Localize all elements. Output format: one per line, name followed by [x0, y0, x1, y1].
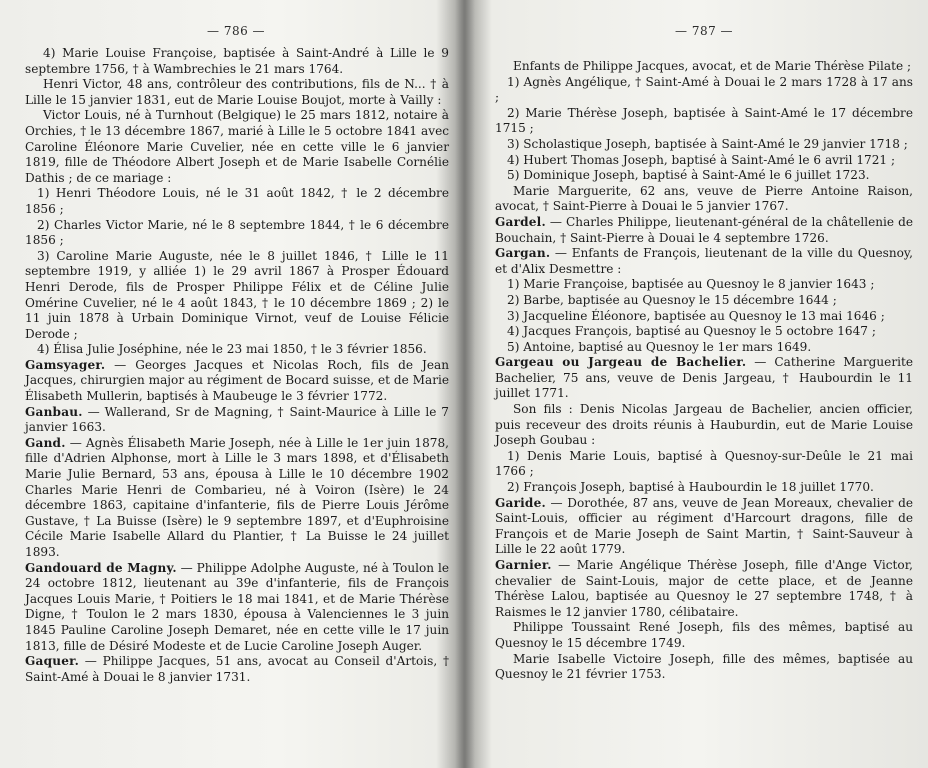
entry: [495, 246, 913, 277]
paragraph: Son fils : Denis Nicolas Jargeau de Bachelier, ancien officier, puis receveur des droits réunis à Hauburdin, eut de Marie Louise Joseph Goubau :: [495, 402, 913, 448]
paragraph: Philippe Toussaint René Joseph, fils des mêmes, baptisé au Quesnoy le 15 décembre 1749.: [495, 620, 913, 650]
entry-text: — Catherine Marguerite Bachelier, 75 ans, veuve de Denis Jargeau, † Haubourdin le 11 juillet 1771.: [495, 355, 913, 401]
paragraph: Marie Isabelle Victoire Joseph, fille des mêmes, baptisée au Quesnoy le 21 février 1753.: [495, 651, 913, 682]
right-page: [465, 0, 928, 768]
entry: [25, 561, 449, 655]
list-item: 4) Jacques François, baptisé au Quesnoy le 5 octobre 1647 ;: [507, 324, 876, 339]
list-item: 1) Denis Marie Louis, baptisé à Quesnoy-sur-Deûle le 21 mai 1766 ;: [495, 448, 913, 479]
list-item: 3) Scholastique Joseph, baptisée à Saint-Amé le 29 janvier 1718 ;: [507, 136, 908, 151]
list-item: 2) Marie Thérèse Joseph, baptisée à Saint-Amé le 17 décembre 1715 ;: [495, 105, 913, 136]
list-item: 1) Agnès Angélique, † Saint-Amé à Douai le 2 mars 1728 à 17 ans ;: [495, 74, 913, 105]
page-number: — 786 —: [207, 24, 266, 38]
entry-name: Gand.: [25, 435, 66, 450]
entry: [495, 215, 913, 246]
page-number: — 787 —: [675, 24, 734, 38]
entry-text: — Wallerand, Sr de Magning, † Saint-Maurice à Lille le 7 janvier 1663.: [25, 404, 449, 435]
page-body: [495, 59, 913, 683]
paragraph: 4) Marie Louise Françoise, baptisée à Saint-André à Lille le 9 septembre 1756, † à Wambrechies le 21 mars 1764.: [25, 46, 449, 76]
entry-name: Gardel.: [495, 214, 546, 229]
entry: [495, 355, 913, 402]
list-item: 5) Antoine, baptisé au Quesnoy le 1er mars 1649.: [507, 339, 812, 354]
entry-text: — Philippe Adolphe Auguste, né à Toulon le 24 octobre 1812, lieutenant au 39e d'infanterie, fils de François Jacques Louis Marie, † Poitiers le 18 mai 1841, et de Marie Thérèse Digne, † Toulon le 2 mars 1830, épousa à Valenciennes le 3 juin 1845 Pauline Caroline Joseph Demaret, née en cette ville le 17 juin 1813, fille de Désiré Modeste et de Lucie Caroline Joseph Auger.: [25, 560, 449, 653]
entry-name: Garide.: [495, 495, 546, 510]
paragraph: Enfants de Philippe Jacques, avocat, et de Marie Thérèse Pilate ;: [513, 59, 912, 73]
entry: [25, 436, 449, 561]
entry-text: — Charles Philippe, lieutenant-général de la châtellenie de Bouchain, † Saint-Pierre à Douai le 4 septembre 1726.: [495, 214, 913, 245]
entry: [25, 654, 449, 685]
entry-text: — Agnès Élisabeth Marie Joseph, née à Lille le 1er juin 1878, fille d'Adrien Alphonse, mort à Lille le 3 mars 1898, et d'Élisabeth Marie Julie Bernard, 53 ans, épousa à Lille le 10 décembre 1902 Charles Marie Henri de Combarieu, né à Voiron (Isère) le 24 décembre 1863, capitaine d'infanterie, fils de Pierre Louis Jérôme Gustave, † La Buisse (Isère) le 9 septembre 1897, et d'Euphroisine Cécile Marie Isabelle Allard du Plantier, † La Buisse le 24 juillet 1893.: [25, 435, 449, 559]
entry-name: Gandouard de Magny.: [25, 560, 177, 575]
list-item: 5) Dominique Joseph, baptisé à Saint-Amé le 6 juillet 1723.: [507, 168, 870, 183]
list-item: 4) Élisa Julie Joséphine, née le 23 mai 1850, † le 3 février 1856.: [37, 342, 427, 357]
paragraph: Marie Marguerite, 62 ans, veuve de Pierre Antoine Raison, avocat, † Saint-Pierre à Douai le 5 janvier 1767.: [495, 183, 913, 214]
entry-text: — Enfants de François, lieutenant de la ville du Quesnoy, et d'Alix Desmettre :: [495, 246, 913, 276]
entry-name: Gaquer.: [25, 654, 79, 669]
list-item: 2) François Joseph, baptisé à Haubourdin le 18 juillet 1770.: [507, 480, 874, 495]
entry-name: Gargan.: [495, 246, 551, 261]
entry: [25, 358, 449, 405]
list-item: 1) Henri Théodore Louis, né le 31 août 1842, † le 2 décembre 1856 ;: [25, 186, 449, 216]
paragraph: Henri Victor, 48 ans, contrôleur des contributions, fils de N... † à Lille le 15 janvier 1831, eut de Marie Louise Boujot, morte à Vailly :: [25, 77, 449, 107]
entry-name: Gamsyager.: [25, 357, 106, 372]
entry: [495, 496, 913, 558]
list-item: 2) Charles Victor Marie, né le 8 septembre 1844, † le 6 décembre 1856 ;: [25, 217, 449, 248]
list-item: 3) Jacqueline Éléonore, baptisée au Quesnoy le 13 mai 1646 ;: [507, 308, 885, 323]
entry-name: Gargeau ou Jargeau de Bachelier.: [495, 355, 747, 370]
entry-text: — Marie Angélique Thérèse Joseph, fille d'Ange Victor, chevalier de Saint-Louis, major de cette place, et de Jeanne Thérèse Lalou, baptisée au Quesnoy le 27 septembre 1748, † à Raismes le 12 janvier 1780, célibataire.: [495, 558, 913, 619]
list-item: 2) Barbe, baptisée au Quesnoy le 15 décembre 1644 ;: [507, 292, 837, 307]
entry: [25, 405, 449, 436]
page-body: [25, 46, 449, 685]
entry-text: — Georges Jacques et Nicolas Roch, fils de Jean Jacques, chirurgien major au régiment de Bocard suisse, et de Marie Élisabeth Mullerin, baptisés à Maubeuge le 3 février 1772.: [25, 357, 449, 404]
entry-name: Garnier.: [495, 558, 552, 572]
list-item: 3) Caroline Marie Auguste, née le 8 juillet 1846, † Lille le 11 septembre 1919, y alliée 1) le 29 avril 1867 à Prosper Édouard Henri Derode, fils de Prosper Philippe Félix et de Céline Julie Omérine Cuvelier, né le 4 août 1843, † le 10 décembre 1869 ; 2) le 11 juin 1878 à Urbain Dominique Virnot, veuf de Louise Félicie Derode ;: [25, 248, 449, 341]
entry-text: — Dorothée, 87 ans, veuve de Jean Moreaux, chevalier de Saint-Louis, officier au régiment d'Harcourt dragons, fille de François et de Marie Joseph de Saint Martin, † Saint-Sauveur à Lille le 22 août 1779.: [495, 495, 913, 557]
entry-text: — Philippe Jacques, 51 ans, avocat au Conseil d'Artois, † Saint-Amé à Douai le 8 janvier 1731.: [25, 654, 449, 684]
entry-name: Ganbau.: [25, 404, 83, 419]
paragraph: Victor Louis, né à Turnhout (Belgique) le 25 mars 1812, notaire à Orchies, † le 13 décembre 1867, marié à Lille le 5 octobre 1841 avec Caroline Éléonore Marie Cuvelier, née en cette ville le 6 janvier 1819, fille de Théodore Albert Joseph et de Marie Isabelle Cornélie Dathis ; de ce mariage :: [25, 108, 449, 185]
list-item: 4) Hubert Thomas Joseph, baptisé à Saint-Amé le 6 avril 1721 ;: [507, 152, 896, 167]
list-item: 1) Marie Françoise, baptisée au Quesnoy le 8 janvier 1643 ;: [507, 277, 875, 292]
entry: [495, 558, 913, 620]
left-page: [0, 0, 463, 768]
